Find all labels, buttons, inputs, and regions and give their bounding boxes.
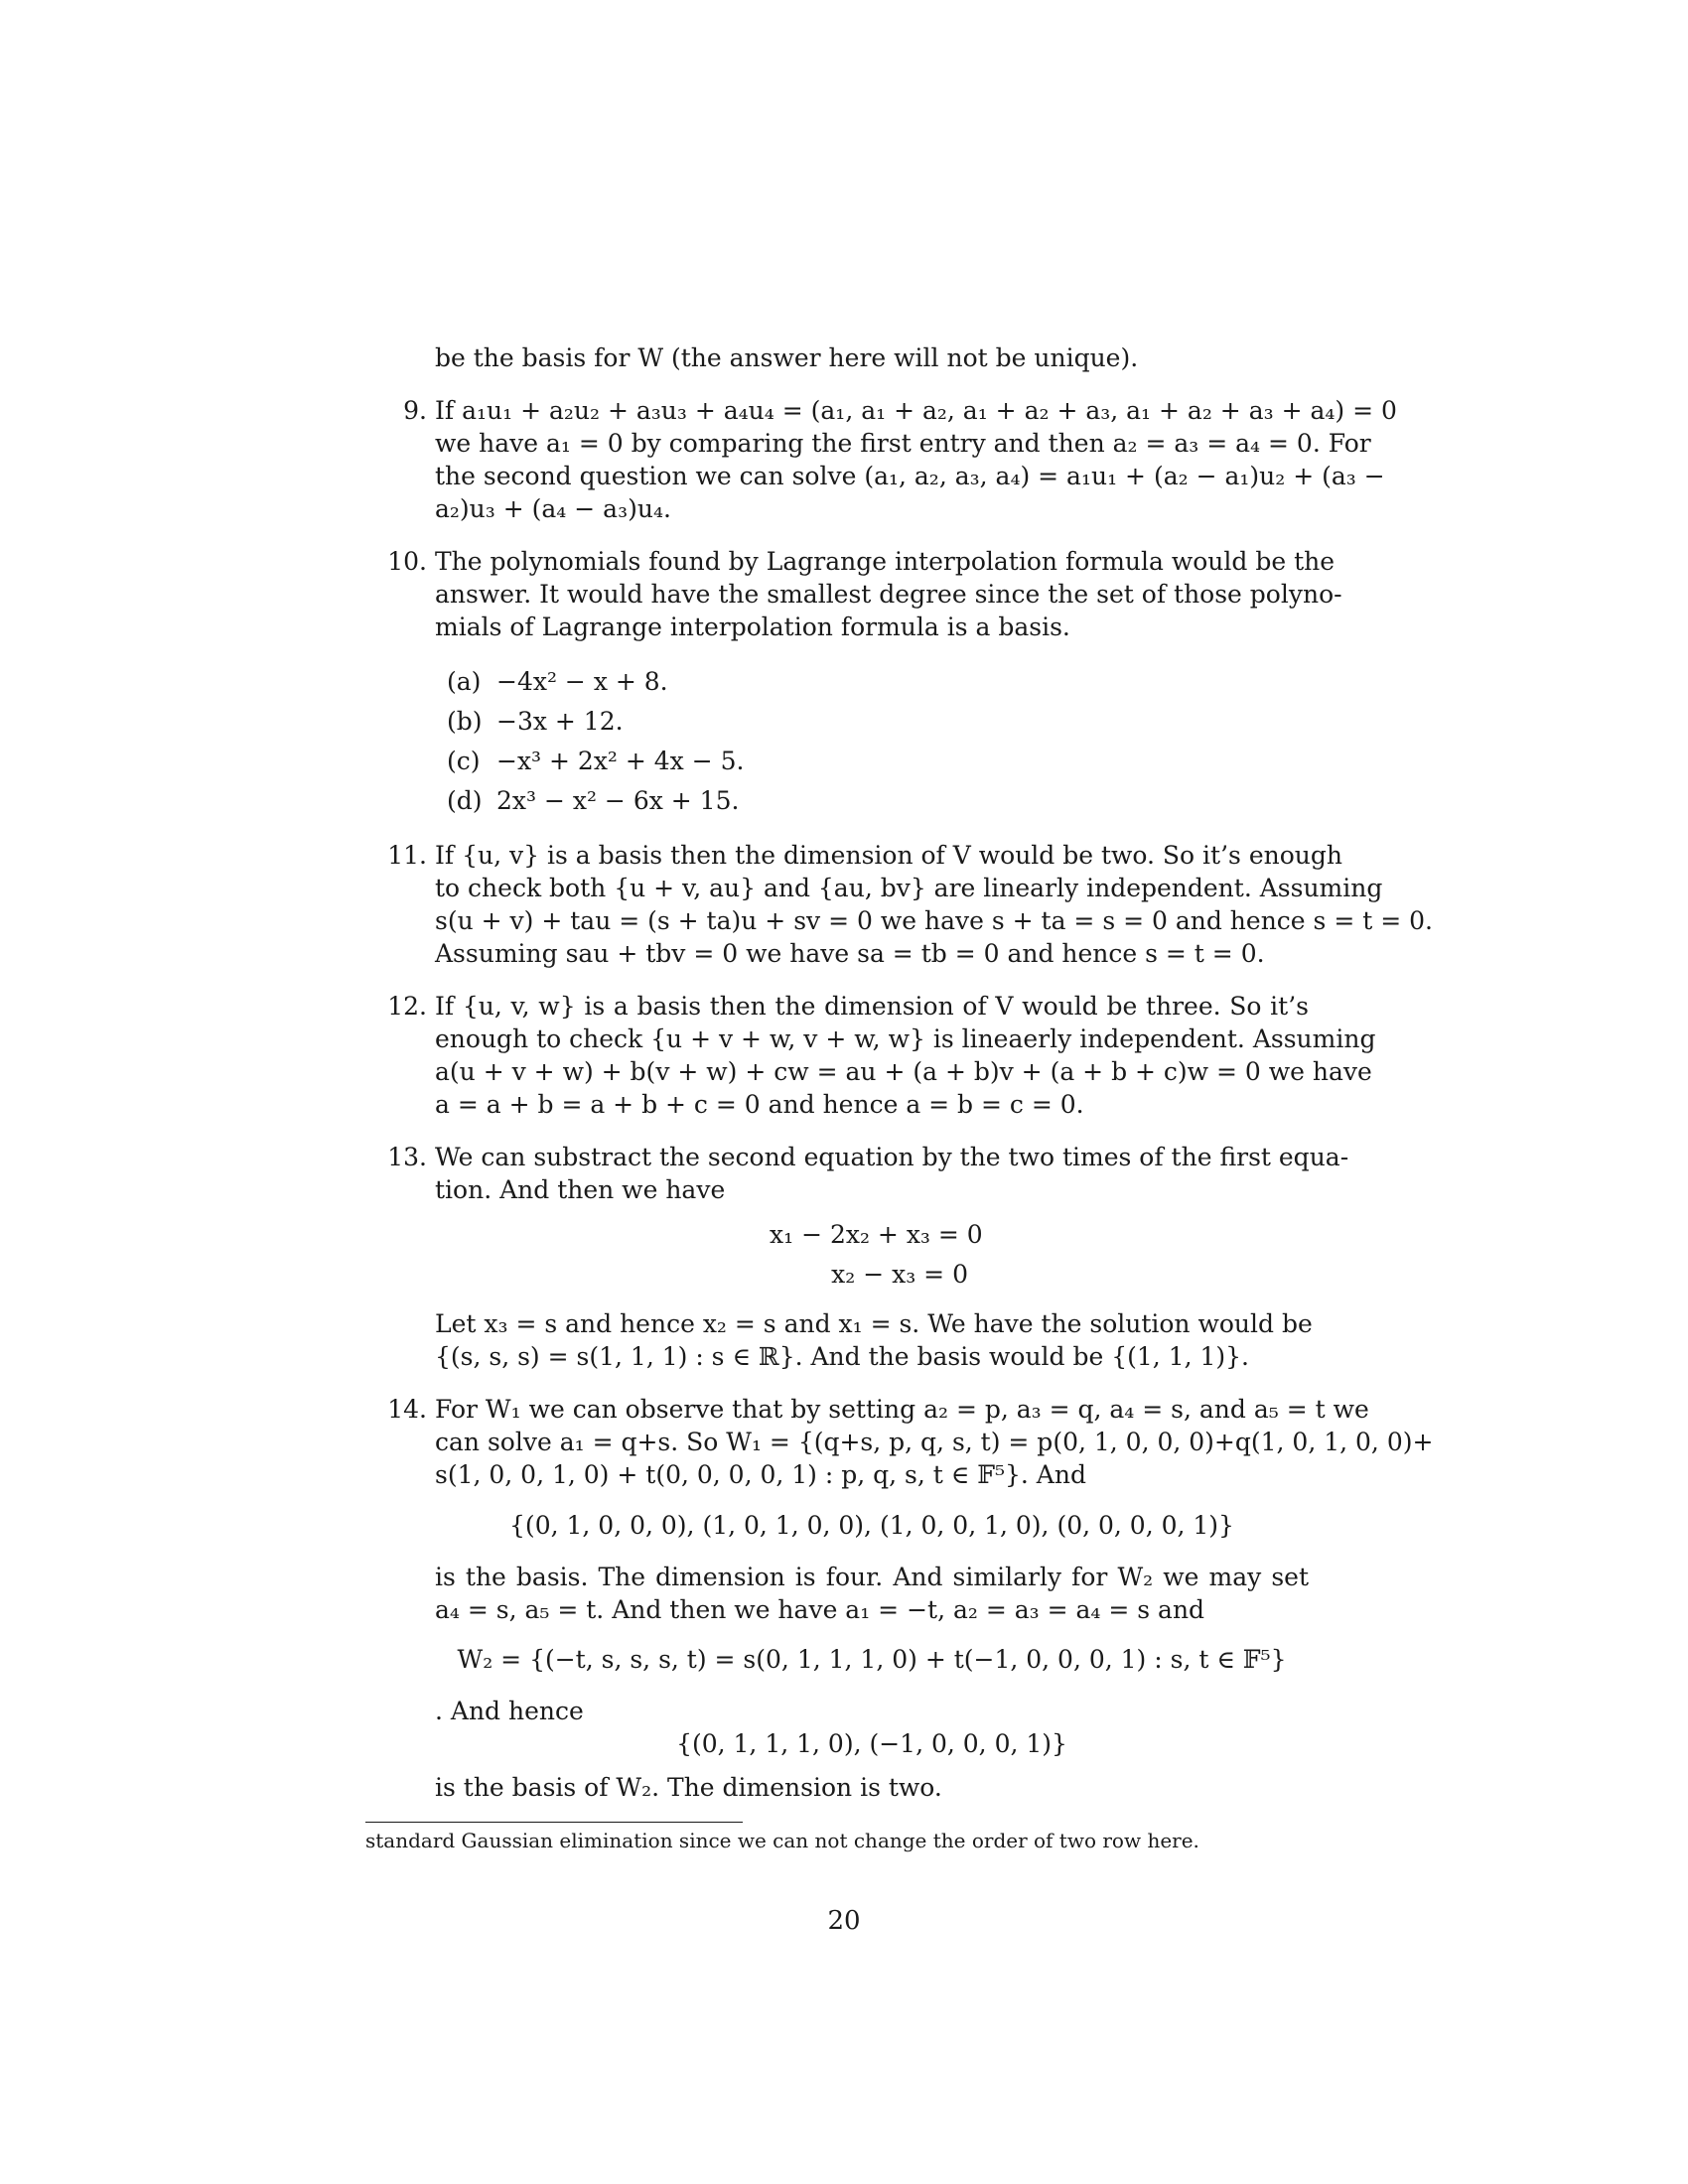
item-10-number: 10.	[387, 547, 427, 576]
item-11-line-3: s(u + v) + tau = (s + ta)u + sv = 0 we have s + ta = s = 0 and hence s = t = 0.	[435, 906, 1433, 935]
item-14-closing: is the basis of W₂. The dimension is two.	[435, 1773, 942, 1802]
item-13-line-2: tion. And then we have	[435, 1175, 726, 1204]
item-14-line-2: can solve a₁ = q+s. So W₁ = {(q+s, p, q, s, t) = p(0, 1, 0, 0, 0)+q(1, 0, 1, 0, 0)+	[435, 1428, 1434, 1456]
item-12-line-1: If {u, v, w} is a basis then the dimension of V would be three. So it’s	[435, 992, 1309, 1021]
item-9-line-1: If a₁u₁ + a₂u₂ + a₃u₃ + a₄u₄ = (a₁, a₁ + a₂, a₁ + a₂ + a₃, a₁ + a₂ + a₃ + a₄) = 0	[435, 396, 1397, 425]
subitem-c-text: −x³ + 2x² + 4x − 5.	[496, 747, 745, 775]
item-11-number: 11.	[387, 841, 427, 870]
item-12-line-2: enough to check {u + v + w, v + w, w} is lineaerly independent. Assuming	[435, 1024, 1376, 1053]
subitem-c-label: (c)	[447, 747, 481, 775]
subitem-a-text: −4x² − x + 8.	[496, 667, 668, 696]
item-14-line-1: For W₁ we can observe that by setting a₂ = p, a₃ = q, a₄ = s, and a₅ = t we	[435, 1395, 1369, 1424]
item-9-line-4: a₂)u₃ + (a₄ − a₃)u₄.	[435, 494, 671, 523]
equation-1: x₁ − 2x₂ + x₃ = 0	[770, 1220, 983, 1249]
item-13-after-1: Let x₃ = s and hence x₂ = s and x₁ = s. We have the solution would be	[435, 1309, 1313, 1338]
item-10-line-1: The polynomials found by Lagrange interpolation formula would be the	[435, 547, 1336, 576]
footnote-rule	[365, 1822, 743, 1823]
item-12-number: 12.	[387, 992, 427, 1021]
item-14-line-3: s(1, 0, 0, 1, 0) + t(0, 0, 0, 0, 1) : p, q, s, t ∈ 𝔽⁵}. And	[435, 1460, 1086, 1489]
item-12-line-4: a = a + b = a + b + c = 0 and hence a = b = c = 0.	[435, 1090, 1084, 1119]
item-9-line-3: the second question we can solve (a₁, a₂, a₃, a₄) = a₁u₁ + (a₂ − a₁)u₂ + (a₃ −	[435, 462, 1385, 490]
subitem-d-label: (d)	[447, 786, 483, 815]
intro-line: be the basis for W (the answer here will not be unique).	[435, 343, 1139, 372]
item-13-number: 13.	[387, 1143, 427, 1171]
equation-2: x₂ − x₃ = 0	[831, 1260, 968, 1289]
subitem-b-label: (b)	[447, 707, 483, 736]
item-14-mid-1: is the basis. The dimension is four. And similarly for W₂ we may set	[435, 1563, 1309, 1591]
item-11-line-1: If {u, v} is a basis then the dimension of V would be two. So it’s enough	[435, 841, 1342, 870]
display-basis-w1: {(0, 1, 0, 0, 0), (1, 0, 1, 0, 0), (1, 0, 0, 1, 0), (0, 0, 0, 0, 1)}	[509, 1511, 1234, 1540]
item-11-line-2: to check both {u + v, au} and {au, bv} are linearly independent. Assuming	[435, 874, 1383, 902]
item-10-line-3: mials of Lagrange interpolation formula is a basis.	[435, 613, 1070, 641]
item-11-line-4: Assuming sau + tbv = 0 we have sa = tb = 0 and hence s = t = 0.	[435, 939, 1265, 968]
item-12-line-3: a(u + v + w) + b(v + w) + cw = au + (a + b)v + (a + b + c)w = 0 we have	[435, 1057, 1372, 1086]
item-14-mid-2: a₄ = s, a₅ = t. And then we have a₁ = −t, a₂ = a₃ = a₄ = s and	[435, 1595, 1205, 1624]
page-number: 20	[827, 1906, 861, 1936]
subitem-d-text: 2x³ − x² − 6x + 15.	[496, 786, 740, 815]
item-9-line-2: we have a₁ = 0 by comparing the first entry and then a₂ = a₃ = a₄ = 0. For	[435, 429, 1371, 458]
display-basis-w2: {(0, 1, 1, 1, 0), (−1, 0, 0, 0, 1)}	[676, 1729, 1067, 1758]
item-14-number: 14.	[387, 1395, 427, 1424]
subitem-b-text: −3x + 12.	[496, 707, 624, 736]
item-13-after-2: {(s, s, s) = s(1, 1, 1) : s ∈ ℝ}. And the basis would be {(1, 1, 1)}.	[435, 1342, 1250, 1371]
display-w2-definition: W₂ = {(−t, s, s, s, t) = s(0, 1, 1, 1, 0) + t(−1, 0, 0, 0, 1) : s, t ∈ 𝔽⁵}	[457, 1645, 1287, 1674]
item-10-line-2: answer. It would have the smallest degree since the set of those polyno-	[435, 580, 1342, 609]
item-13-line-1: We can substract the second equation by the two times of the first equa-	[435, 1143, 1349, 1171]
item-14-and-hence: . And hence	[435, 1697, 584, 1725]
footnote-text: standard Gaussian elimination since we can not change the order of two row here.	[365, 1829, 1199, 1852]
item-9-number: 9.	[403, 396, 427, 425]
subitem-a-label: (a)	[447, 667, 482, 696]
